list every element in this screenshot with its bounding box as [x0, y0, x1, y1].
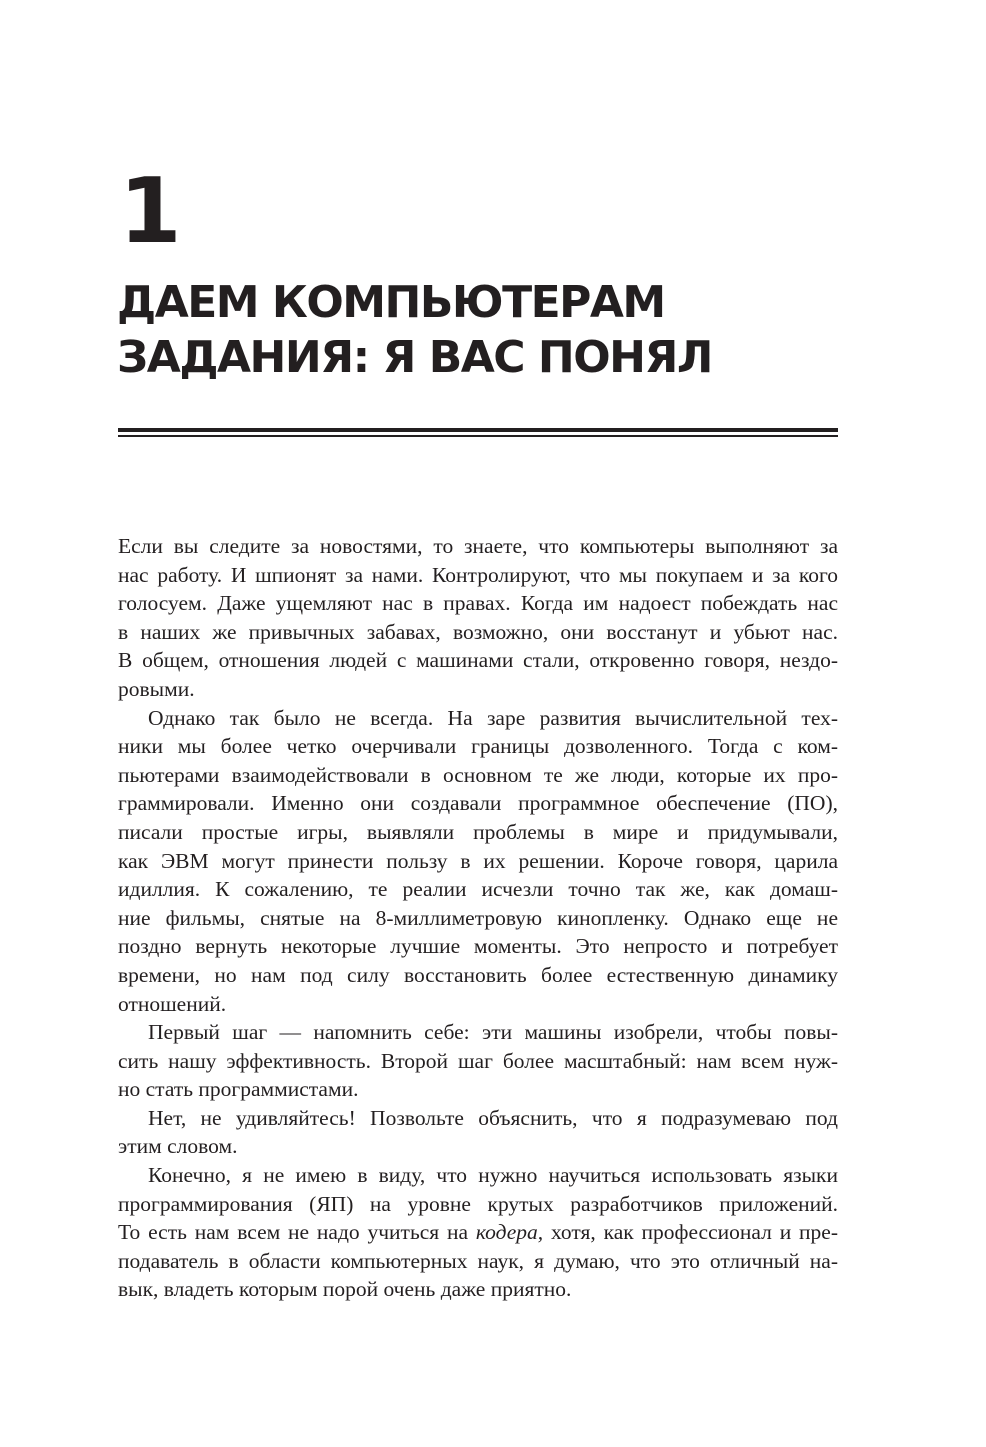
title-divider-thick	[118, 428, 838, 432]
text-line: граммировали. Именно они создавали программное обеспечение (ПО),	[118, 791, 838, 816]
text-line: ники мы более четко очерчивали границы дозволенного. Тогда с ком-	[118, 734, 838, 759]
text-line: Нет, не удивляйтесь! Позвольте объяснить, что я подразумеваю под	[148, 1105, 838, 1130]
text-line: подаватель в области компьютерных наук, я думаю, что это отличный на-	[118, 1248, 838, 1273]
chapter-number: 1	[119, 159, 180, 264]
text-line: времени, но нам под силу восстановить более естественную динамику	[118, 962, 838, 987]
text-line: голосуем. Даже ущемляют нас в правах. Когда им надоест побеждать нас	[118, 591, 838, 616]
text-line: как ЭВМ могут принести пользу в их решении. Короче говоря, царила	[118, 848, 838, 873]
text-line: Однако так было не всегда. На заре развития вычислительной тех-	[148, 705, 838, 730]
text-line: пьютерами взаимодействовали в основном те же люди, которые их про-	[118, 762, 838, 787]
text-fragment: хотя, как профессионал и пре-	[543, 1220, 838, 1245]
text-line: этим словом.	[118, 1134, 238, 1159]
text-line: В общем, отношения людей с машинами стали, откровенно говоря, нездо-	[118, 648, 838, 673]
paragraph-2	[118, 704, 838, 1019]
text-line: программирования (ЯП) на уровне крутых разработчиков приложений.	[118, 1191, 838, 1216]
text-line: в наших же привычных забавах, возможно, они восстанут и убьют нас.	[118, 619, 838, 644]
text-line: писали простые игры, выявляли проблемы в мире и придумывали,	[118, 819, 838, 844]
emphasized-term: кодера,	[475, 1220, 544, 1245]
text-line: ние фильмы, снятые на 8-миллиметровую кинопленку. Однако еще не	[118, 905, 838, 930]
text-line: идиллия. К сожалению, те реалии исчезли точно так же, как домаш-	[118, 877, 838, 902]
text-fragment: То есть нам всем не надо учиться на	[118, 1220, 476, 1245]
text-line: Первый шаг — напомнить себе: эти машины изобрели, чтобы повы-	[148, 1020, 838, 1045]
paragraph-5	[118, 1161, 838, 1304]
chapter-body	[118, 532, 838, 1304]
chapter-title-line-1: ДАЕМ КОМПЬЮТЕРАМ	[117, 277, 665, 328]
chapter-title-line-2: ЗАДАНИЯ: Я ВАС ПОНЯЛ	[117, 332, 712, 383]
paragraph-3	[118, 1018, 838, 1104]
text-line: нас работу. И шпионят за нами. Контролируют, что мы покупаем и за кого	[118, 562, 838, 587]
text-line: отношений.	[118, 991, 227, 1016]
chapter-title	[117, 275, 877, 385]
title-divider-thin	[118, 435, 838, 437]
text-line: Конечно, я не имею в виду, что нужно научиться использовать языки	[148, 1163, 838, 1188]
paragraph-1	[118, 532, 838, 704]
text-line: сить нашу эффективность. Второй шаг более масштабный: нам всем нуж-	[118, 1048, 838, 1073]
text-line-with-emphasis	[118, 1218, 838, 1247]
text-line: но стать программистами.	[118, 1077, 359, 1102]
text-line: ровыми.	[118, 676, 195, 701]
text-line: поздно вернуть некоторые лучшие моменты. Это непросто и потребует	[118, 934, 838, 959]
text-line: вык, владеть которым порой очень даже приятно.	[118, 1277, 572, 1302]
text-line: Если вы следите за новостями, то знаете, что компьютеры выполняют за	[118, 534, 838, 558]
paragraph-4	[118, 1104, 838, 1161]
